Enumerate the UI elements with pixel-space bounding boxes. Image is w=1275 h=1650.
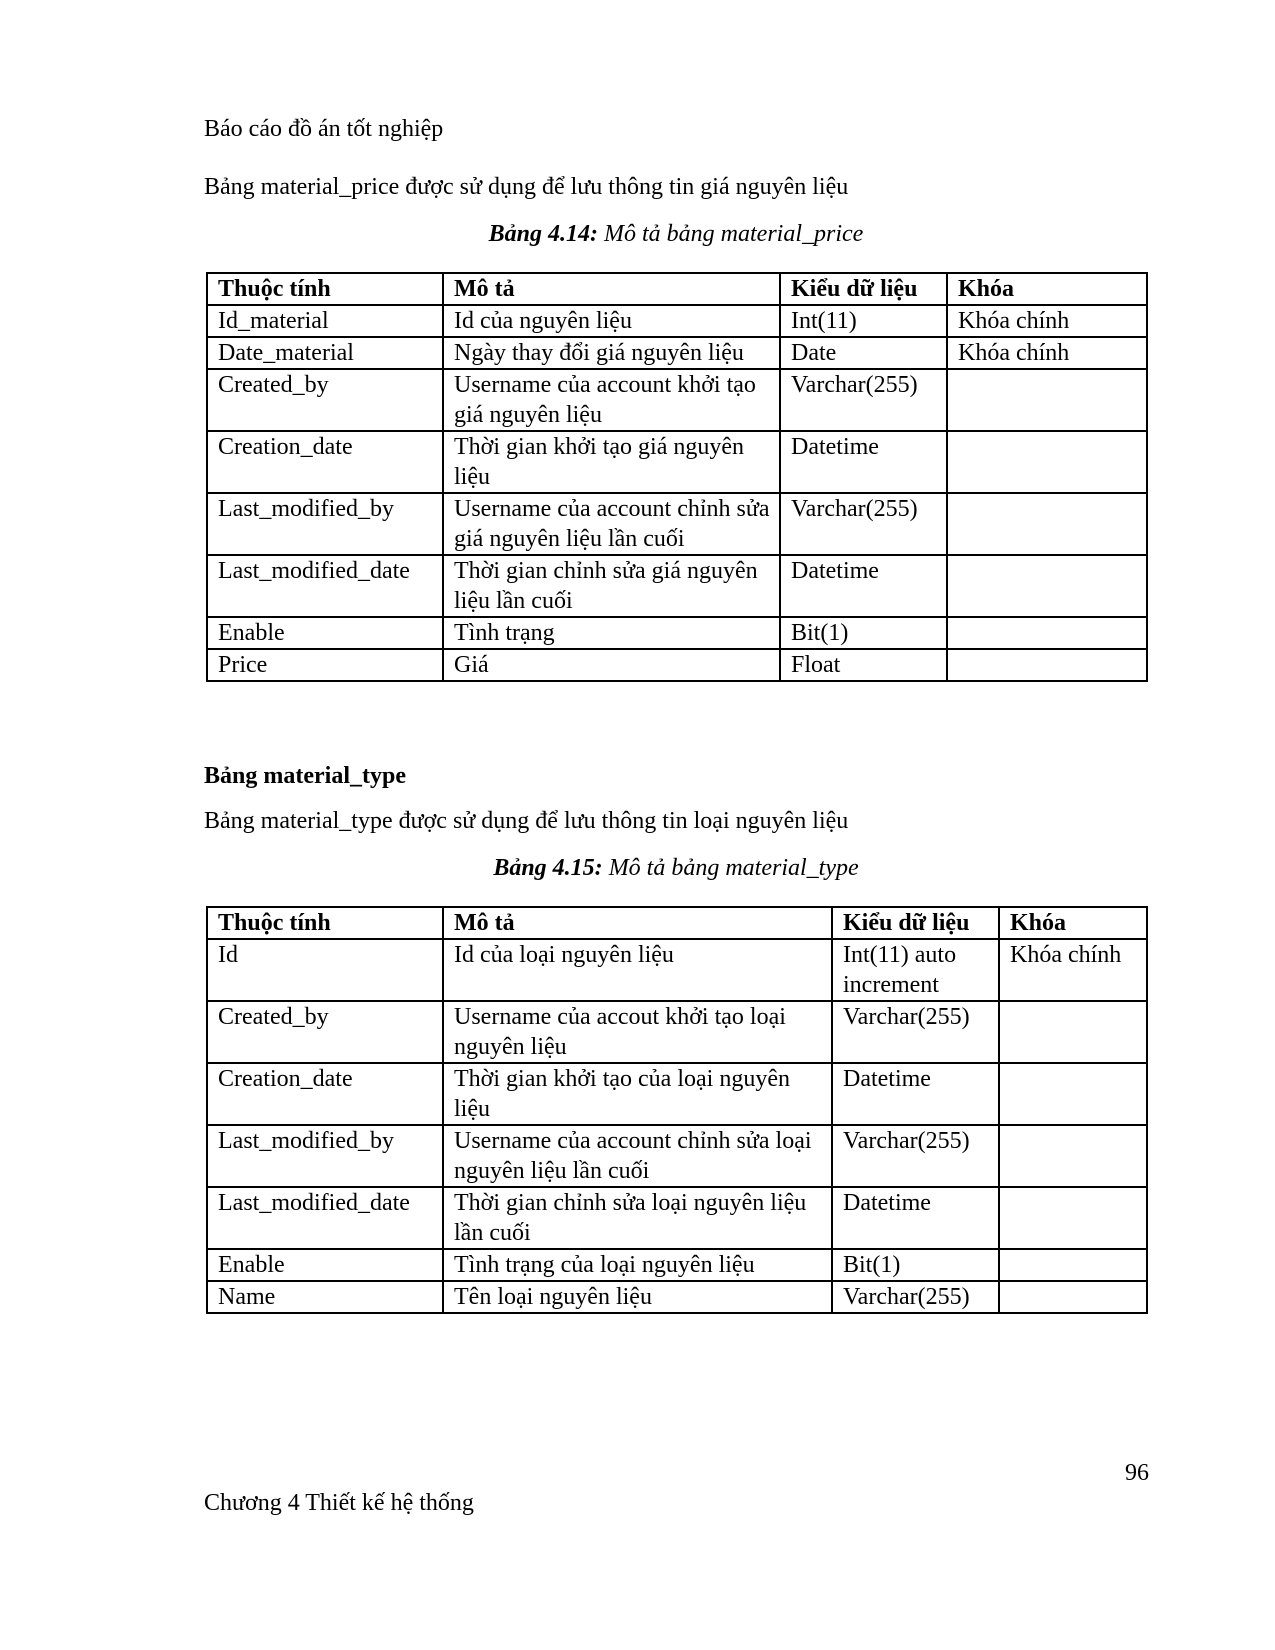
table-cell: Thời gian khởi tạo giá nguyên liệu <box>443 431 780 493</box>
table-cell: Khóa chính <box>947 305 1147 337</box>
table-cell: Bit(1) <box>832 1249 999 1281</box>
table-cell: Ngày thay đổi giá nguyên liệu <box>443 337 780 369</box>
table-cell: Datetime <box>832 1187 999 1249</box>
table-row <box>207 555 1147 617</box>
table-row <box>207 649 1147 681</box>
table-cell <box>947 493 1147 555</box>
table2-caption-number: Bảng 4.15: <box>493 855 603 881</box>
table-cell: Id của loại nguyên liệu <box>443 939 832 1001</box>
table-cell <box>999 1281 1147 1313</box>
table-cell <box>947 649 1147 681</box>
table-cell: Varchar(255) <box>832 1001 999 1063</box>
table-row <box>207 337 1147 369</box>
column-header: Thuộc tính <box>207 273 443 305</box>
table2-intro: Bảng material_type được sử dụng để lưu thông tin loại nguyên liệu <box>204 808 849 834</box>
table-cell <box>947 369 1147 431</box>
table-cell: Datetime <box>832 1063 999 1125</box>
column-header: Thuộc tính <box>207 907 443 939</box>
table-cell: Price <box>207 649 443 681</box>
table-cell: Tình trạng <box>443 617 780 649</box>
table-cell: Datetime <box>780 431 947 493</box>
table-cell <box>999 1249 1147 1281</box>
table-cell: Name <box>207 1281 443 1313</box>
table-cell <box>999 1001 1147 1063</box>
table-cell: Date <box>780 337 947 369</box>
table-cell <box>999 1063 1147 1125</box>
table-row <box>207 369 1147 431</box>
table-cell <box>999 1187 1147 1249</box>
table-row <box>207 1001 1147 1063</box>
table-cell: Varchar(255) <box>832 1125 999 1187</box>
table-cell <box>947 555 1147 617</box>
table-row <box>207 1281 1147 1313</box>
table-cell: Date_material <box>207 337 443 369</box>
table-cell: Thời gian chỉnh sửa loại nguyên liệu lần cuối <box>443 1187 832 1249</box>
table-row <box>207 305 1147 337</box>
table-row <box>207 1249 1147 1281</box>
table-cell: Khóa chính <box>999 939 1147 1001</box>
page-footer: Chương 4 Thiết kế hệ thống <box>204 1490 474 1516</box>
column-header: Kiểu dữ liệu <box>832 907 999 939</box>
table1-intro: Bảng material_price được sử dụng để lưu thông tin giá nguyên liệu <box>204 174 849 200</box>
column-header: Khóa <box>999 907 1147 939</box>
table-cell: Float <box>780 649 947 681</box>
table-cell: Tên loại nguyên liệu <box>443 1281 832 1313</box>
section-title: Bảng material_type <box>204 763 406 789</box>
column-header: Mô tả <box>443 907 832 939</box>
table-cell: Last_modified_date <box>207 1187 443 1249</box>
table-cell: Tình trạng của loại nguyên liệu <box>443 1249 832 1281</box>
table-header-row <box>207 273 1147 305</box>
table-row <box>207 1187 1147 1249</box>
table-row <box>207 1125 1147 1187</box>
table-cell: Id của nguyên liệu <box>443 305 780 337</box>
table-cell <box>947 431 1147 493</box>
table-cell: Enable <box>207 617 443 649</box>
table-cell: Varchar(255) <box>832 1281 999 1313</box>
table-cell: Created_by <box>207 369 443 431</box>
table-cell: Last_modified_date <box>207 555 443 617</box>
table-cell: Username của account chỉnh sửa loại nguyên liệu lần cuối <box>443 1125 832 1187</box>
table-cell: Giá <box>443 649 780 681</box>
table-row <box>207 617 1147 649</box>
table-cell: Datetime <box>780 555 947 617</box>
table-row <box>207 493 1147 555</box>
column-header: Khóa <box>947 273 1147 305</box>
table-header-row <box>207 907 1147 939</box>
table-cell: Khóa chính <box>947 337 1147 369</box>
column-header: Kiểu dữ liệu <box>780 273 947 305</box>
material-type-table <box>206 906 1148 1314</box>
table-cell: Username của account khởi tạo giá nguyên liệu <box>443 369 780 431</box>
table1-caption <box>204 221 1148 248</box>
page-header: Báo cáo đồ án tốt nghiệp <box>204 116 444 142</box>
table-cell: Username của account chỉnh sửa giá nguyên liệu lần cuối <box>443 493 780 555</box>
table-cell: Thời gian chỉnh sửa giá nguyên liệu lần cuối <box>443 555 780 617</box>
table1-caption-text: Mô tả bảng material_price <box>598 221 864 247</box>
table1-caption-number: Bảng 4.14: <box>488 221 599 247</box>
table-cell: Created_by <box>207 1001 443 1063</box>
table-cell: Int(11) <box>780 305 947 337</box>
table-row <box>207 939 1147 1001</box>
table-cell <box>947 617 1147 649</box>
page-number: 96 <box>1125 1460 1149 1486</box>
table-cell: Last_modified_by <box>207 1125 443 1187</box>
table-cell: Creation_date <box>207 431 443 493</box>
table-cell: Bit(1) <box>780 617 947 649</box>
table-cell: Varchar(255) <box>780 493 947 555</box>
column-header: Mô tả <box>443 273 780 305</box>
table-cell: Id_material <box>207 305 443 337</box>
table-row <box>207 1063 1147 1125</box>
material-price-table <box>206 272 1148 682</box>
table-cell: Last_modified_by <box>207 493 443 555</box>
table-cell <box>999 1125 1147 1187</box>
table-cell: Int(11) auto increment <box>832 939 999 1001</box>
table2-caption-text: Mô tả bảng material_type <box>602 855 859 881</box>
table2-caption <box>204 855 1148 882</box>
table-cell: Thời gian khởi tạo của loại nguyên liệu <box>443 1063 832 1125</box>
table-cell: Enable <box>207 1249 443 1281</box>
table-cell: Creation_date <box>207 1063 443 1125</box>
table-cell: Username của accout khởi tạo loại nguyên liệu <box>443 1001 832 1063</box>
table-cell: Varchar(255) <box>780 369 947 431</box>
table-cell: Id <box>207 939 443 1001</box>
table-row <box>207 431 1147 493</box>
